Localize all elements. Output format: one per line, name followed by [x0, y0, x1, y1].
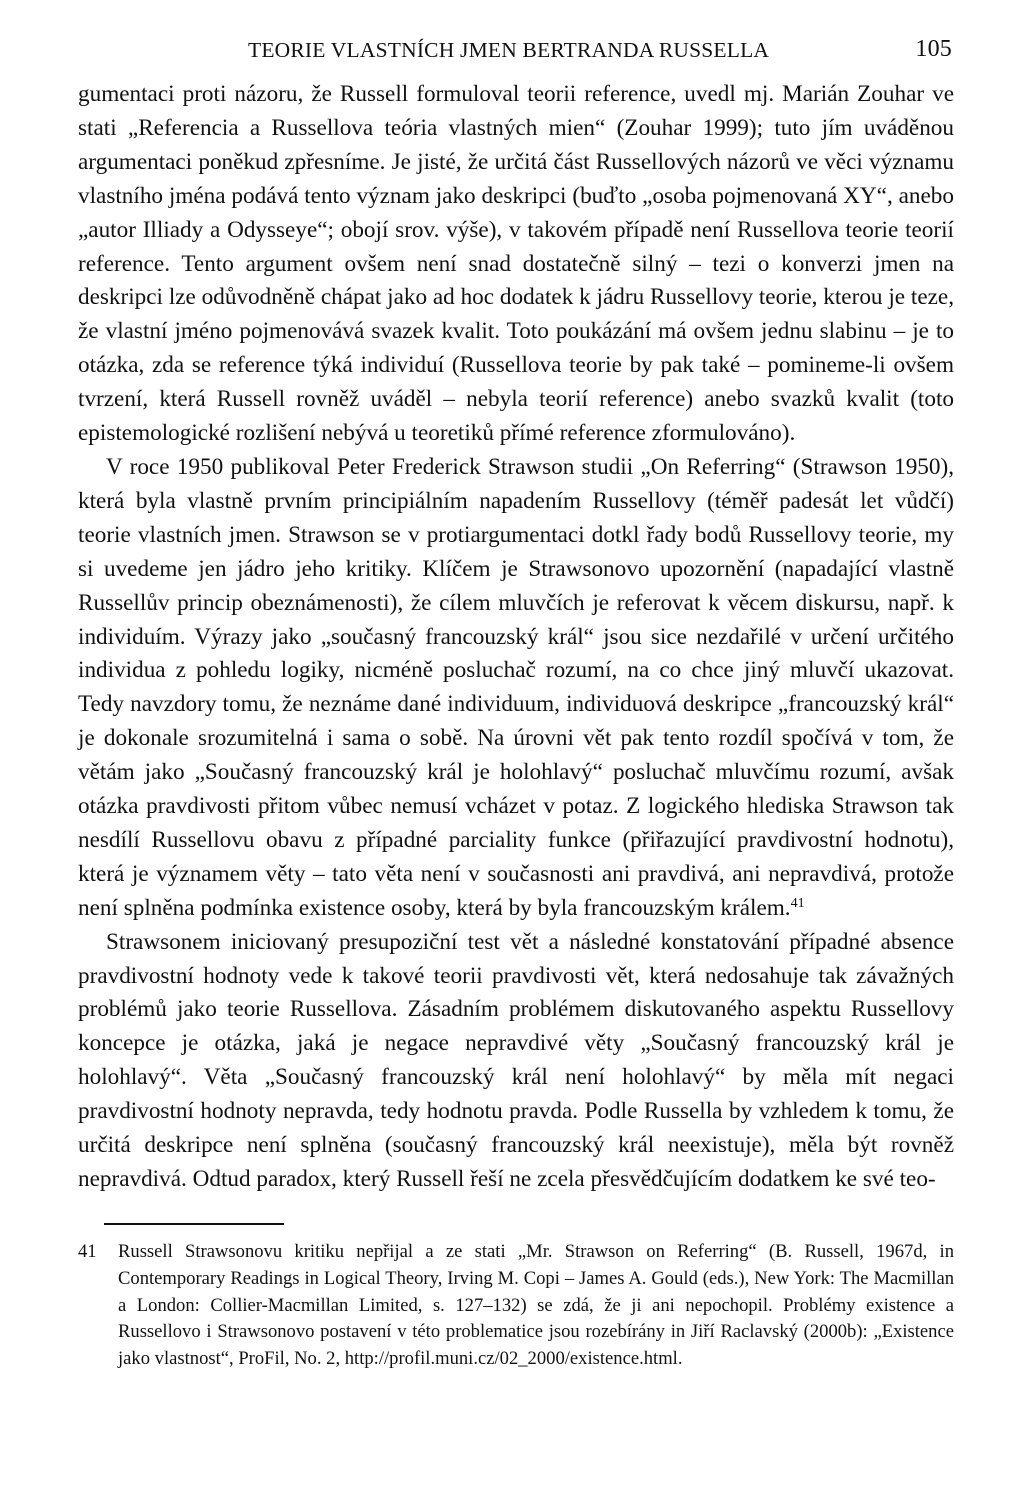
paragraph-3: Strawsonem iniciovaný presupoziční test vět a následné konstatování případné absence pravdivostní hodnoty vede k takové teorii pravdivosti vět, která nedosahuje tak závažných problémů jako teorie Russellova. Zásadním problémem diskutovaného aspektu Russellovy koncepce je otázka, jaká je negace nepravdivé věty „Současný francouzský král je holohlavý“. Věta „Současný francouzský král není holohlavý“ by měla mít negaci pravdivostní hodnoty nepravda, tedy hodnotu pravda. Podle Russella by vzhledem k tomu, že určitá deskripce není splněna (současný francouzský král neexistuje), měla být rovněž nepravdivá. Odtud paradox, který Russell řeší ne zcela přesvědčujícím dodatkem ke své teo- [78, 928, 954, 1192]
footnote-reference[interactable]: 41 [790, 895, 805, 911]
paragraph-2-text: V roce 1950 publikoval Peter Frederick Strawson studii „On Referring“ (Strawson 1950), která byla vlastně prvním principiálním napadením Russellovy (téměř padesát let vůdčí) teorie vlastních jmen. Strawson se v protiargumentaci dotkl řady bodů Russellovy teorie, my si uvedeme jen jádro jeho kritiky. Klíčem je Strawsonovo upozornění (napadající vlastně Russellův princip obeznámenosti), že cílem mluvčích je referovat k věcem diskursu, např. k individuím. Výrazy jako „současný francouzský král“ jsou sice nezdařilé v určení určitého individua z pohledu logiky, nicméně posluchač rozumí, na co chce jiný mluvčí ukazovat. Tedy navzdory tomu, že neznáme dané individuum, individuová deskripce „francouzský král“ je dokonale srozumitelná i sama o sobě. Na úrovni vět pak tento rozdíl spočívá v tom, že větám jako „Současný francouzský král je holohlavý“ posluchač mluvčímu rozumí, avšak otázka pravdivosti přitom vůbec nemusí vcházet v potaz. Z logického hlediska Strawson tak nesdílí Russellovu obavu z případné parciality funkce (přiřazující pravdivostní hodnotu), která je významem věty – tato věta není v současnosti ani pravdivá, ani nepravdivá, protože není splněna podmínka existence osoby, která by byla francouzským králem. [78, 453, 954, 921]
page-number: 105 [915, 36, 952, 62]
footnote-text: Russell Strawsonovu kritiku nepřijal a ze stati „Mr. Strawson on Referring“ (B. Russell, 1967d, in Contemporary Readings in Logical Theory, Irving M. Copi – James A. Gould (eds.), New York: The Macmillan a London: Collier-Macmillan Limited, s. 127–132) se zdá, že ji ani nepochopil. Problémy existence a Russellovo i Strawsonovo postavení v této problematice jsou rozebírány in Jiří Raclavský (2000b): „Existence jako vlastnost“, ProFil, No. 2, http://profil.muni.cz/02_2000/existence.html. [118, 1240, 954, 1370]
running-title: TEORIE VLASTNÍCH JMEN BERTRANDA RUSSELLA [248, 38, 770, 62]
footnote-divider [104, 1223, 284, 1225]
paragraph-1: gumentaci proti názoru, že Russell formuloval teorii reference, uvedl mj. Marián Zouhar ve stati „Referencia a Russellova teória vlastných mien“ (Zouhar 1999); tuto jím uváděnou argumentaci poněkud zpřesníme. Je jisté, že určitá část Russellových názorů ve věci významu vlastního jména podává tento význam jako deskripci (buďto „osoba pojmenovaná XY“, anebo „autor Illiady a Odysseye“; obojí srov. výše), v takovém případě není Russellova teorie teorií reference. Tento argument ovšem není snad dostatečně silný – tezi o konverzi jmen na deskripci lze odůvodněně chápat jako ad hoc dodatek k jádru Russellovy teorie, kterou je teze, že vlastní jméno pojmenovává svazek kvalit. Toto poukázání má ovšem jednu slabinu – je to otázka, zda se reference týká individuí (Russellova teorie by pak také – pomineme-li ovšem tvrzení, která Russell rovněž uváděl – nebyla teorií reference) anebo svazků kvalit (toto epistemologické rozlišení nebývá u teoretiků přímé reference zformulováno). [78, 81, 954, 447]
footnotes [78, 1239, 954, 1373]
footnote-41 [78, 1239, 954, 1373]
running-header [78, 30, 954, 70]
paragraph-2 [78, 451, 954, 926]
footnote-number: 41 [78, 1240, 97, 1262]
book-page [78, 30, 954, 1373]
main-text [78, 78, 954, 1197]
